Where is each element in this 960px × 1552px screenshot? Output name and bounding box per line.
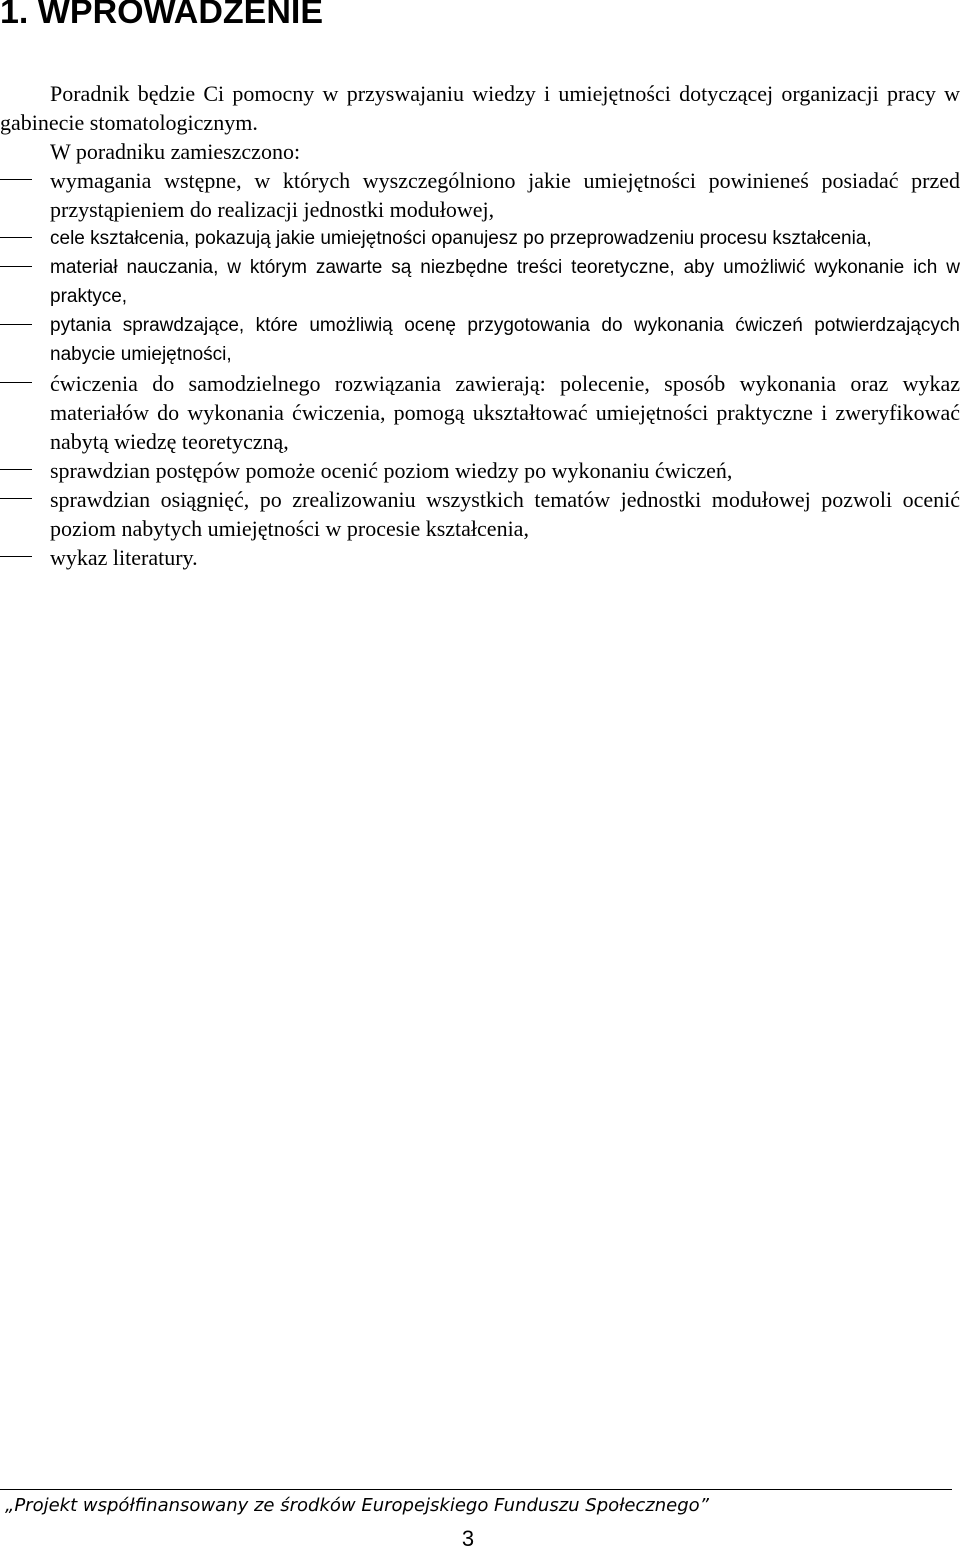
list-item-text: ćwiczenia do samodzielnego rozwiązania zawierają: polecenie, sposób wykonania oraz wykaz materiałów do wykonania ćwiczenia, pomogą ukształtować umiejętności praktyczne i zweryfikować nabytą wiedzę teoretyczną, [50, 371, 960, 454]
list-item-text: wykaz literatury. [50, 545, 198, 570]
dash-bullet-icon [0, 498, 32, 499]
list-item-text: pytania sprawdzające, które umożliwią ocenę przygotowania do wykonania ćwiczeń potwierdzających nabycie umiejętności, [50, 315, 960, 365]
list-item [0, 543, 960, 572]
dash-bullet-icon [0, 556, 32, 557]
list-item [0, 253, 960, 311]
section-heading: 1. WPROWADZENIE [0, 0, 324, 31]
dash-bullet-icon [0, 469, 32, 470]
list-item [0, 166, 960, 224]
page-number: 3 [461, 1526, 475, 1551]
dash-bullet-icon [0, 324, 32, 325]
contents-list [0, 166, 960, 572]
dash-bullet-icon [0, 266, 32, 267]
intro-paragraph: Poradnik będzie Ci pomocny w przyswajaniu wiedzy i umiejętności dotyczącej organizacji pracy w gabinecie stomatologicznym. [0, 81, 960, 135]
list-item [0, 369, 960, 456]
footer-funding-note: „Projekt współfinansowany ze środków Europejskiego Funduszu Społecznego” [5, 1495, 709, 1516]
list-item-text: wymagania wstępne, w których wyszczególniono jakie umiejętności powinieneś posiadać przed przystąpieniem do realizacji jednostki modułowej, [50, 168, 960, 222]
dash-bullet-icon [0, 237, 32, 238]
document-body [0, 79, 960, 572]
list-item-text: materiał nauczania, w którym zawarte są niezbędne treści teoretyczne, aby umożliwić wykonanie ich w praktyce, [50, 257, 960, 307]
list-item [0, 485, 960, 543]
dash-bullet-icon [0, 382, 32, 383]
list-lead: W poradniku zamieszczono: [50, 139, 301, 164]
list-item-text: sprawdzian osiągnięć, po zrealizowaniu wszystkich tematów jednostki modułowej pozwoli ocenić poziom nabytych umiejętności w procesie kształcenia, [50, 487, 960, 541]
list-item-text: sprawdzian postępów pomoże ocenić poziom wiedzy po wykonaniu ćwiczeń, [50, 458, 733, 483]
list-item [0, 224, 960, 253]
dash-bullet-icon [0, 179, 32, 180]
list-item [0, 311, 960, 369]
list-item [0, 456, 960, 485]
list-item-text: cele kształcenia, pokazują jakie umiejętności opanujesz po przeprowadzeniu procesu kształcenia, [50, 228, 872, 249]
footer-divider [0, 1489, 952, 1490]
